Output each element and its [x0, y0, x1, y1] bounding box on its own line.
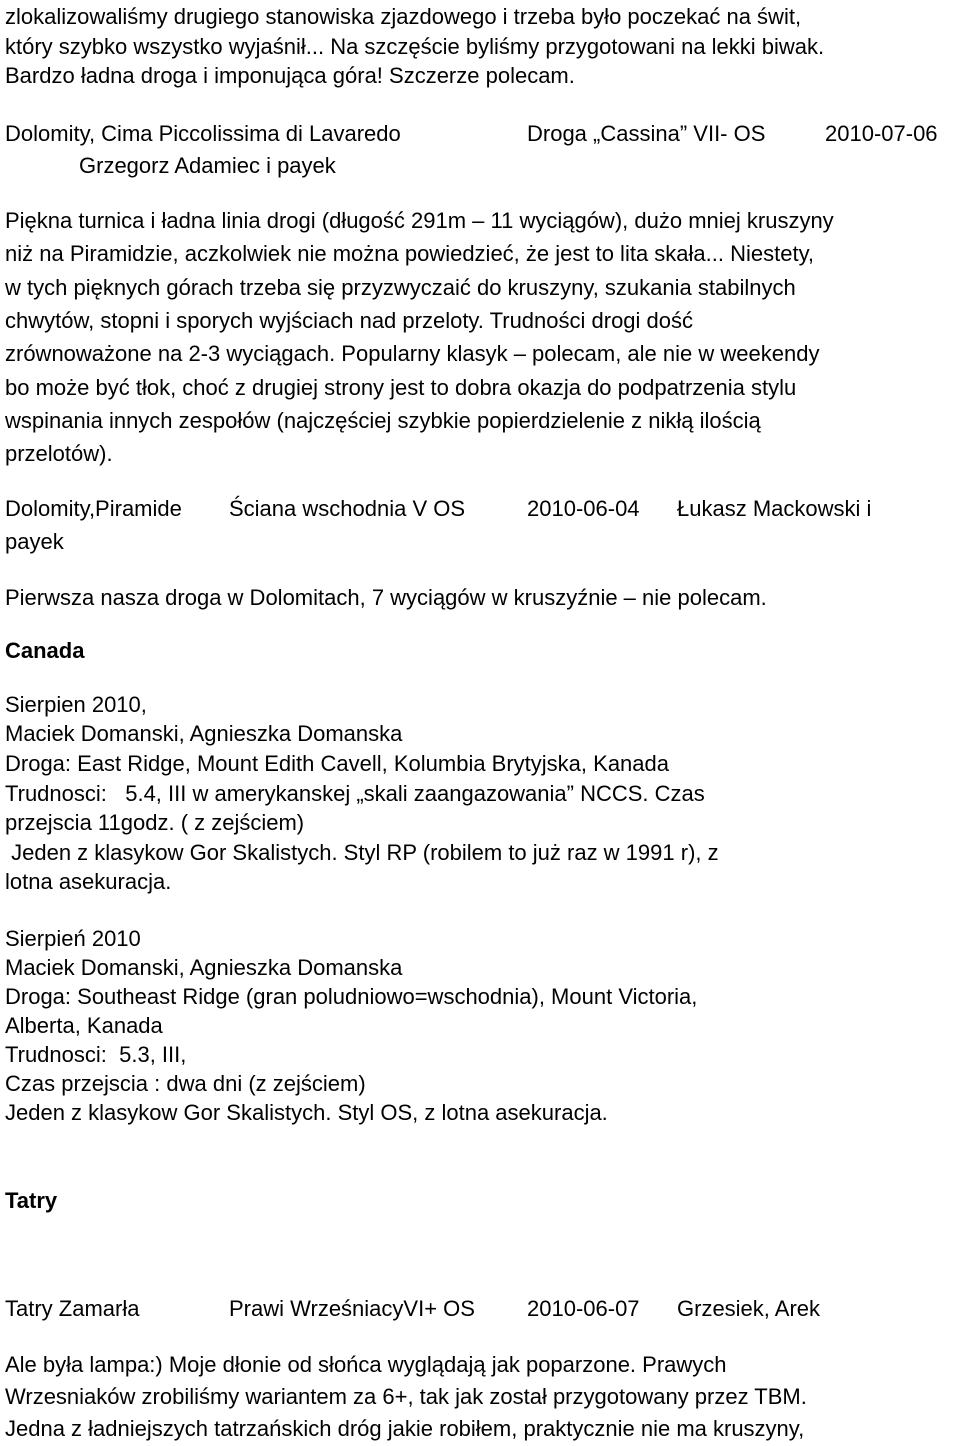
entry-date: 2010-06-07 — [527, 1296, 640, 1321]
intro-line: Bardzo ładna droga i imponująca góra! Szczerze polecam. — [5, 63, 575, 88]
entry-location: Dolomity, Cima Piccolissima di Lavaredo — [5, 121, 401, 146]
entry-climbers: Łukasz Mackowski i — [677, 496, 872, 521]
entry-description-line: Piękna turnica i ładna linia drogi (długość 291m – 11 wyciągów), dużo mniej kruszyny — [5, 208, 834, 233]
entry-description-line: zrównoważone na 2-3 wyciągach. Popularny klasyk – polecam, ale nie w weekendy — [5, 341, 820, 366]
canada-entry2-line: Czas przejscia : dwa dni (z zejściem) — [5, 1071, 366, 1096]
intro-line: zlokalizowaliśmy drugiego stanowiska zjazdowego i trzeba było poczekać na świt, — [5, 4, 802, 29]
canada-entry1-line: Jeden z klasykow Gor Skalistych. Styl RP (robilem to już raz w 1991 r), z — [5, 840, 719, 865]
entry-description-line: bo może być tłok, choć z drugiej strony jest to dobra okazja do podpatrzenia stylu — [5, 375, 797, 400]
entry-description-line: wspinania innych zespołów (najczęściej szybkie popierdzielenie z nikłą ilością — [5, 408, 761, 433]
section-heading-canada: Canada — [5, 638, 85, 663]
canada-entry2-line: Maciek Domanski, Agnieszka Domanska — [5, 955, 403, 980]
entry-route: Droga „Cassina” VII- OS — [527, 121, 766, 146]
entry-description-line: Pierwsza nasza droga w Dolomitach, 7 wyciągów w kruszyźnie – nie polecam. — [5, 585, 767, 610]
entry-route: Ściana wschodnia V OS — [229, 496, 466, 521]
entry-description-line: Jedna z ładniejszych tatrzańskich dróg jakie robiłem, praktycznie nie ma kruszyny, — [5, 1416, 805, 1441]
canada-entry2-line: Alberta, Kanada — [5, 1013, 163, 1038]
entry-description-line: Wrzesniaków zrobiliśmy wariantem za 6+, tak jak został przygotowany przez TBM. — [5, 1384, 807, 1409]
entry-description-line: przelotów). — [5, 441, 113, 466]
entry-location: Dolomity,Piramide — [5, 496, 182, 521]
canada-entry1-line: Droga: East Ridge, Mount Edith Cavell, Kolumbia Brytyjska, Kanada — [5, 751, 669, 776]
entry-description-line: niż na Piramidzie, aczkolwiek nie można powiedzieć, że jest to lita skała... Niestety, — [5, 241, 815, 266]
canada-entry2-line: Sierpień 2010 — [5, 926, 141, 951]
intro-line: który szybko wszystko wyjaśnił... Na szczęście byliśmy przygotowani na lekki biwak. — [5, 34, 825, 59]
entry-climbers-cont: payek — [5, 529, 64, 554]
entry-route: Prawi WrześniacyVI+ OS — [229, 1296, 475, 1321]
entry-description-line: Ale była lampa:) Moje dłonie od słońca wyglądają jak poparzone. Prawych — [5, 1352, 727, 1377]
canada-entry1-line: Trudnosci: 5.4, III w amerykanskej „skali zaangazowania” NCCS. Czas — [5, 781, 705, 806]
canada-entry2-line: Droga: Southeast Ridge (gran poludniowo=wschodnia), Mount Victoria, — [5, 984, 698, 1009]
canada-entry1-line: Sierpien 2010, — [5, 692, 147, 717]
canada-entry1-line: lotna asekuracja. — [5, 869, 172, 894]
entry-date: 2010-07-06 — [825, 121, 938, 146]
canada-entry2-line: Jeden z klasykow Gor Skalistych. Styl OS, z lotna asekuracja. — [5, 1100, 608, 1125]
entry-description-line: w tych pięknych górach trzeba się przyzwyczaić do kruszyny, szukania stabilnych — [5, 275, 796, 300]
entry-climbers: Grzegorz Adamiec i payek — [79, 153, 336, 178]
canada-entry2-line: Trudnosci: 5.3, III, — [5, 1042, 187, 1067]
canada-entry1-line: Maciek Domanski, Agnieszka Domanska — [5, 721, 403, 746]
entry-date: 2010-06-04 — [527, 496, 640, 521]
entry-description-line: chwytów, stopni i sporych wyjściach nad przeloty. Trudności drogi dość — [5, 308, 694, 333]
canada-entry1-line: przejscia 11godz. ( z zejściem) — [5, 810, 305, 835]
entry-climbers: Grzesiek, Arek — [677, 1296, 821, 1321]
section-heading-tatry: Tatry — [5, 1188, 58, 1213]
entry-location: Tatry Zamarła — [5, 1296, 140, 1321]
